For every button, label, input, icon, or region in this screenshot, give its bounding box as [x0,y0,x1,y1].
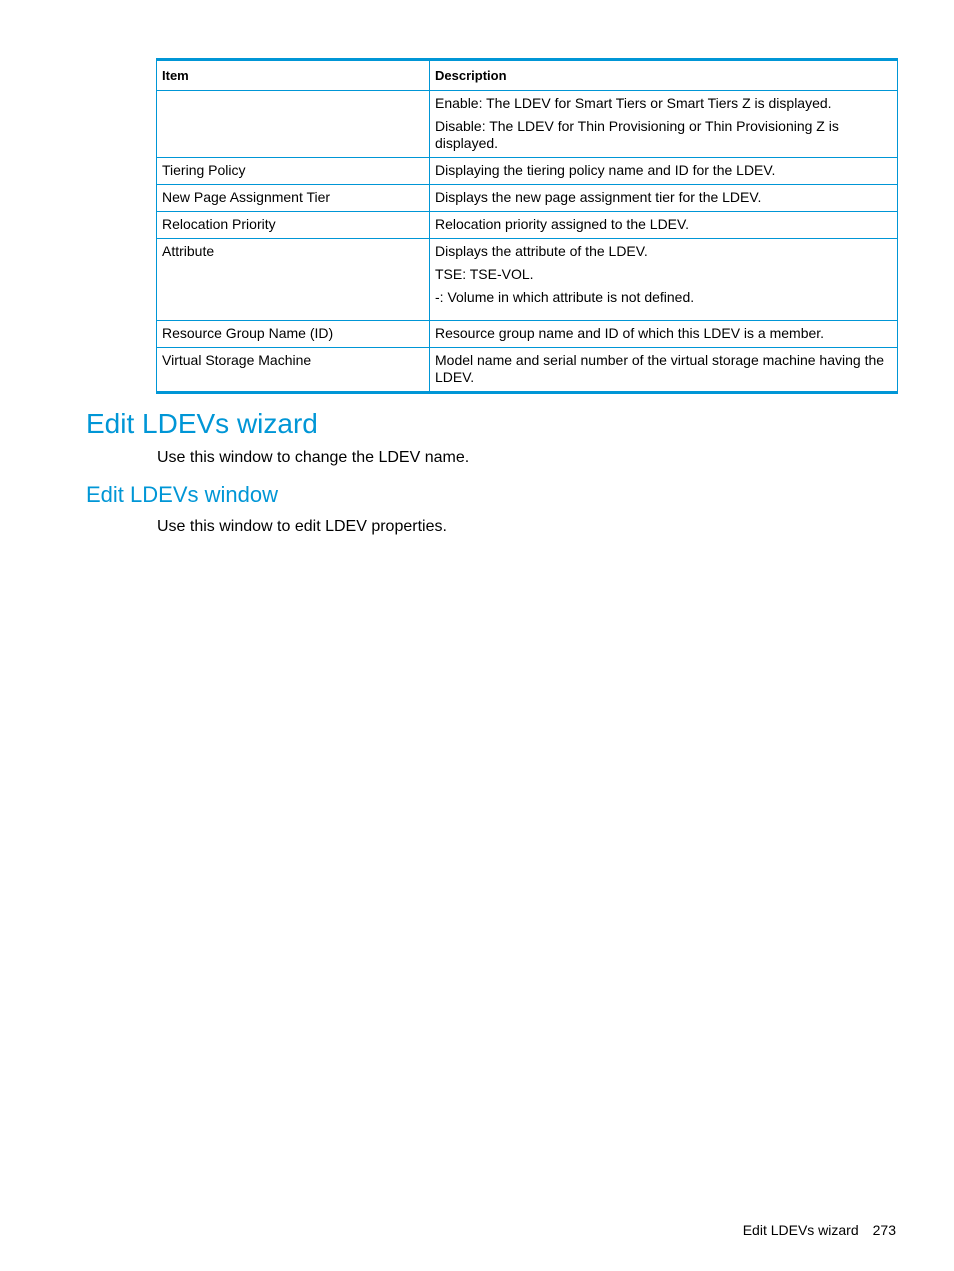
window-section-text: Use this window to edit LDEV properties. [157,518,447,535]
table-row [157,239,898,321]
description-line: TSE: TSE-VOL. [435,266,534,282]
description-line: Resource group name and ID of which this LDEV is a member. [435,325,825,341]
table-row [157,321,898,348]
row-description [430,212,898,239]
table-header-row [157,60,898,91]
table-row [157,158,898,185]
description-line: Displaying the tiering policy name and ID for the LDEV. [435,162,776,178]
table-row [157,91,898,158]
ldev-properties-table [156,58,898,394]
wizard-section-text: Use this window to change the LDEV name. [157,449,470,466]
row-item: Virtual Storage Machine [157,348,430,393]
description-line: Disable: The LDEV for Thin Provisioning or Thin Provisioning Z is displayed. [435,118,839,151]
row-item [157,91,430,158]
column-header-item: Item [157,60,430,91]
description-line: Enable: The LDEV for Smart Tiers or Smart Tiers Z is displayed. [435,95,832,111]
description-line: Model name and serial number of the virtual storage machine having the LDEV. [435,352,885,385]
row-description [430,348,898,393]
wizard-section-title: Edit LDEVs wizard [86,408,318,439]
column-header-description: Description [430,60,898,91]
footer-section-label: Edit LDEVs wizard [742,1222,859,1238]
table-row [157,185,898,212]
table-row [157,348,898,393]
row-item: Tiering Policy [157,158,430,185]
description-line: Displays the new page assignment tier for the LDEV. [435,189,762,205]
row-item: Relocation Priority [157,212,430,239]
page-number: 273 [872,1222,896,1238]
row-item: Resource Group Name (ID) [157,321,430,348]
description-line: -: Volume in which attribute is not defined. [435,289,695,305]
row-description [430,185,898,212]
row-description [430,239,898,321]
row-description [430,321,898,348]
description-line: Relocation priority assigned to the LDEV. [435,216,689,232]
row-description [430,158,898,185]
table-row [157,212,898,239]
window-section-title: Edit LDEVs window [86,482,278,507]
page-footer [743,1222,896,1238]
row-item: Attribute [157,239,430,321]
description-line: Displays the attribute of the LDEV. [435,243,648,259]
row-item: New Page Assignment Tier [157,185,430,212]
row-description [430,91,898,158]
